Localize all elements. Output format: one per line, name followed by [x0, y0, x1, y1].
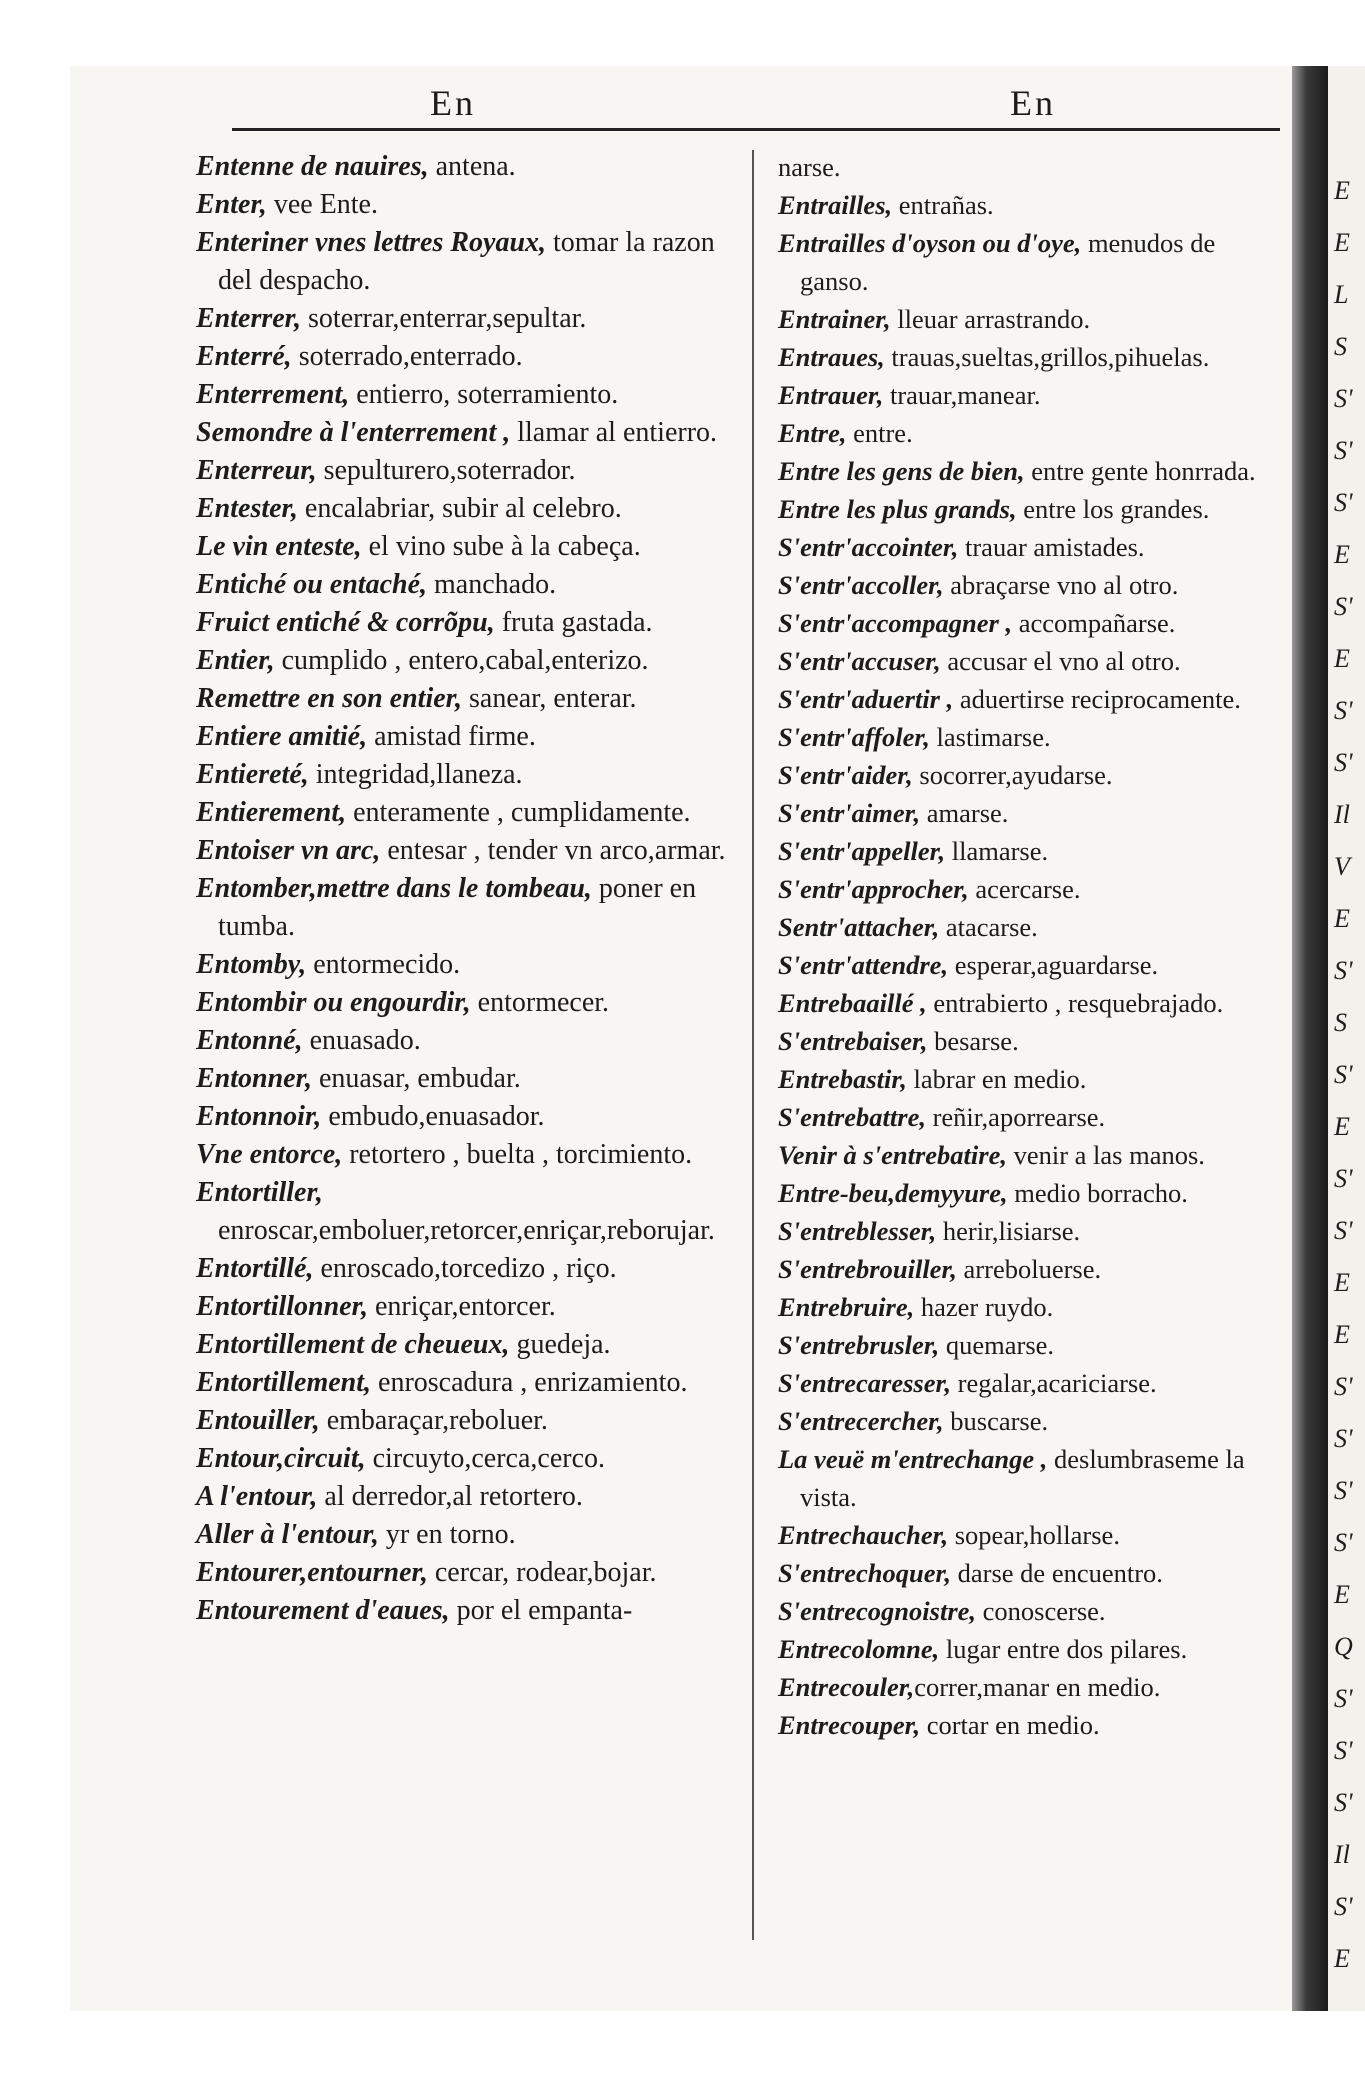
- dictionary-entry: [778, 414, 1268, 452]
- dictionary-entry: [196, 1326, 731, 1364]
- entry-translation: soterrado,enterrado.: [291, 341, 523, 372]
- next-page-fragment: E: [1334, 1320, 1350, 1349]
- dictionary-entry: [778, 528, 1268, 566]
- dictionary-entry: [196, 1136, 731, 1174]
- entry-headword: Venir à s'entrebatire,: [778, 1140, 1007, 1170]
- entry-translation: cercar, rodear,bojar.: [427, 1557, 657, 1588]
- dictionary-entry: [778, 1554, 1268, 1592]
- entry-translation: esperar,aguardarse.: [948, 950, 1159, 980]
- entry-translation: arreboluerse.: [956, 1254, 1102, 1284]
- entry-headword: Entourement d'eaues,: [196, 1595, 450, 1626]
- dictionary-entry: [778, 1136, 1268, 1174]
- entry-translation: cortar en medio.: [920, 1710, 1100, 1740]
- entry-headword: Entiché ou entaché,: [196, 569, 428, 600]
- dictionary-entry: [778, 1516, 1268, 1554]
- next-page-fragment: Il: [1334, 1840, 1350, 1869]
- dictionary-entry: [196, 718, 731, 756]
- entry-headword: Entrechaucher,: [778, 1520, 949, 1550]
- entry-translation: embaraçar,reboluer.: [319, 1405, 548, 1436]
- entry-translation: integridad,llaneza.: [308, 759, 523, 790]
- entry-translation: entormecido.: [306, 949, 461, 980]
- entry-headword: S'entr'appeller,: [778, 836, 946, 866]
- entry-headword: A l'entour,: [196, 1481, 318, 1512]
- entry-translation: yr en torno.: [378, 1519, 516, 1550]
- entry-translation: lleuar arrastrando.: [890, 304, 1091, 334]
- entry-headword: S'entr'aimer,: [778, 798, 921, 828]
- dictionary-entry: [196, 566, 731, 604]
- dictionary-entry: [196, 1478, 731, 1516]
- entry-headword: S'entr'accointer,: [778, 532, 959, 562]
- entry-headword: Entortillé,: [196, 1253, 314, 1284]
- entry-translation: enuasado.: [302, 1025, 421, 1056]
- next-page-fragment: S': [1334, 1788, 1353, 1817]
- book-gutter: [1292, 66, 1328, 2011]
- entry-headword: S'entr'affoler,: [778, 722, 930, 752]
- dictionary-entry: [778, 908, 1268, 946]
- dictionary-entry: [778, 224, 1268, 300]
- dictionary-entry: [196, 1288, 731, 1326]
- dictionary-entry: [778, 300, 1268, 338]
- entry-headword: Entre-beu,demyyure,: [778, 1178, 1008, 1208]
- entry-headword: S'entrecaresser,: [778, 1368, 951, 1398]
- dictionary-entry: [778, 1212, 1268, 1250]
- entry-translation: trauas,sueltas,grillos,pihuelas.: [884, 342, 1210, 372]
- entry-headword: S'entreblesser,: [778, 1216, 937, 1246]
- dictionary-entry: [196, 870, 731, 946]
- entry-translation: entrabierto , resquebrajado.: [926, 988, 1224, 1018]
- next-page-fragment: E: [1334, 1112, 1350, 1141]
- entry-headword: S'entrechoquer,: [778, 1558, 952, 1588]
- dictionary-entry: [778, 984, 1268, 1022]
- next-page-fragment: E: [1334, 644, 1350, 673]
- dictionary-entry: [196, 1440, 731, 1478]
- dictionary-entry: [196, 490, 731, 528]
- entry-translation: trauar,manear.: [883, 380, 1041, 410]
- header-rule: [232, 128, 1280, 131]
- entry-translation: sanear, enterar.: [462, 683, 637, 714]
- dictionary-entry: [196, 1516, 731, 1554]
- entry-headword: La veuë m'entrechange ,: [778, 1444, 1048, 1474]
- entry-translation: darse de encuentro.: [951, 1558, 1163, 1588]
- dictionary-entry: [778, 642, 1268, 680]
- entry-headword: Entre,: [778, 418, 847, 448]
- next-page-fragment: V: [1334, 852, 1350, 881]
- dictionary-entry: [778, 1288, 1268, 1326]
- entry-headword: Entrebaaillé ,: [778, 988, 927, 1018]
- dictionary-entry: [778, 186, 1268, 224]
- entry-headword: Entester,: [196, 493, 298, 524]
- entry-headword: Entortillement,: [196, 1367, 372, 1398]
- entry-headword: Entortillement de cheueux,: [196, 1329, 510, 1360]
- dictionary-entry: [778, 148, 1268, 186]
- next-page-fragment: S': [1334, 748, 1353, 777]
- entry-headword: Remettre en son entier,: [196, 683, 462, 714]
- dictionary-entry: [778, 1592, 1268, 1630]
- dictionary-entry: [196, 224, 731, 300]
- dictionary-entry: [196, 1098, 731, 1136]
- dictionary-entry: [196, 1174, 731, 1250]
- dictionary-entry: [196, 186, 731, 224]
- dictionary-entry: [196, 300, 731, 338]
- dictionary-entry: [778, 490, 1268, 528]
- dictionary-entry: [196, 414, 731, 452]
- entry-headword: Entier,: [196, 645, 275, 676]
- entry-headword: Entenne de nauires,: [196, 151, 429, 182]
- dictionary-entry: [196, 1592, 731, 1630]
- entry-translation: circuyto,cerca,cerco.: [365, 1443, 606, 1474]
- entry-headword: S'entr'accompagner ,: [778, 608, 1013, 638]
- entry-translation: lugar entre dos pilares.: [939, 1634, 1188, 1664]
- entry-translation: al derredor,al retortero.: [317, 1481, 583, 1512]
- entry-translation: amarse.: [920, 798, 1009, 828]
- next-page-fragment: S': [1334, 592, 1353, 621]
- next-page-fragment: S: [1334, 1008, 1347, 1037]
- entry-translation: enriçar,entorcer.: [367, 1291, 556, 1322]
- entry-headword: Entiere amitié,: [196, 721, 368, 752]
- entry-translation: antena.: [428, 151, 516, 182]
- entry-headword: S'entrebrouiller,: [778, 1254, 957, 1284]
- next-page-fragment: S': [1334, 1736, 1353, 1765]
- entry-translation: lastimarse.: [929, 722, 1051, 752]
- entry-translation: el vino sube à la cabeça.: [361, 531, 641, 562]
- entry-translation: llamar al entierro.: [510, 417, 718, 448]
- entry-translation: manchado.: [427, 569, 557, 600]
- entry-translation: atacarse.: [939, 912, 1038, 942]
- entry-headword: S'entrecercher,: [778, 1406, 944, 1436]
- entry-translation: entrañas.: [892, 190, 994, 220]
- entry-headword: Entouiller,: [196, 1405, 320, 1436]
- entry-translation: herir,lisiarse.: [936, 1216, 1081, 1246]
- entry-translation: entesar , tender vn arco,armar.: [380, 835, 726, 866]
- entry-headword: Le vin enteste,: [196, 531, 362, 562]
- entry-translation: sopear,hollarse.: [948, 1520, 1120, 1550]
- dictionary-entry: [778, 1174, 1268, 1212]
- entry-translation: soterrar,enterrar,sepultar.: [301, 303, 587, 334]
- dictionary-entry: [778, 1326, 1268, 1364]
- dictionary-entry: [778, 1060, 1268, 1098]
- entry-translation: entre.: [846, 418, 913, 448]
- next-page-fragment: Q: [1334, 1632, 1353, 1661]
- entry-translation: medio borracho.: [1007, 1178, 1188, 1208]
- entry-translation: por el empanta-: [449, 1595, 633, 1626]
- dictionary-entry: [778, 870, 1268, 908]
- entry-translation: poner en tumba.: [218, 873, 697, 942]
- next-page-fragment: L: [1334, 280, 1349, 309]
- right-running-header: En: [1010, 83, 1056, 123]
- next-page-fragment: S': [1334, 1424, 1353, 1453]
- entry-headword: Enterrement,: [196, 379, 350, 410]
- dictionary-entry: [196, 794, 731, 832]
- entry-headword: Semondre à l'enterrement ,: [196, 417, 511, 448]
- entry-translation: besarse.: [927, 1026, 1019, 1056]
- dictionary-entry: [778, 1250, 1268, 1288]
- dictionary-entry: [196, 642, 731, 680]
- left-running-header: En: [430, 83, 476, 123]
- next-page-fragment: S': [1334, 1476, 1353, 1505]
- entry-headword: Entrainer,: [778, 304, 891, 334]
- entry-headword: Entonné,: [196, 1025, 303, 1056]
- dictionary-entry: [196, 756, 731, 794]
- entry-translation: venir a las manos.: [1006, 1140, 1205, 1170]
- entry-headword: S'entr'accuser,: [778, 646, 941, 676]
- entry-translation: encalabriar, subir al celebro.: [297, 493, 622, 524]
- dictionary-entry: [778, 680, 1268, 718]
- entry-translation: trauar amistades.: [958, 532, 1145, 562]
- dictionary-entry: [778, 376, 1268, 414]
- dictionary-entry: [778, 452, 1268, 490]
- entry-headword: Entortiller,: [196, 1177, 323, 1208]
- dictionary-entry: [196, 148, 731, 186]
- entry-translation: entierro, soterramiento.: [349, 379, 619, 410]
- dictionary-entry: [778, 1364, 1268, 1402]
- dictionary-entry: [778, 756, 1268, 794]
- entry-translation: enroscar,emboluer,retorcer,enriçar,reborujar.: [218, 1215, 715, 1246]
- entry-headword: Entierement,: [196, 797, 347, 828]
- dictionary-entry: [778, 1098, 1268, 1136]
- entry-headword: S'entrebattre,: [778, 1102, 926, 1132]
- next-page-fragment: E: [1334, 1944, 1350, 1973]
- next-page-fragment: E: [1334, 1580, 1350, 1609]
- entry-translation: guedeja.: [509, 1329, 611, 1360]
- entry-headword: Entre les plus grands,: [778, 494, 1017, 524]
- dictionary-entry: [196, 604, 731, 642]
- entry-headword: S'entr'approcher,: [778, 874, 969, 904]
- next-page-fragment: S': [1334, 1684, 1353, 1713]
- dictionary-entry: [778, 1402, 1268, 1440]
- entry-headword: S'entr'aduertir ,: [778, 684, 954, 714]
- entry-translation: quemarse.: [939, 1330, 1055, 1360]
- entry-translation: labrar en medio.: [906, 1064, 1087, 1094]
- entry-headword: Sentr'attacher,: [778, 912, 940, 942]
- next-page-fragment: E: [1334, 176, 1350, 205]
- dictionary-entry: [778, 1022, 1268, 1060]
- dictionary-entry: [778, 832, 1268, 870]
- dictionary-entry: [196, 1060, 731, 1098]
- entry-translation: regalar,acariciarse.: [951, 1368, 1157, 1398]
- entry-translation: vee Ente.: [266, 189, 378, 220]
- dictionary-entry: [196, 1554, 731, 1592]
- dictionary-entry: [778, 566, 1268, 604]
- dictionary-entry: [778, 604, 1268, 642]
- entry-headword: S'entr'aider,: [778, 760, 913, 790]
- entry-headword: Entrecouler,: [778, 1672, 915, 1702]
- dictionary-entry: [778, 794, 1268, 832]
- entry-translation: llamarse.: [945, 836, 1049, 866]
- entry-translation: buscarse.: [943, 1406, 1049, 1436]
- entry-headword: Entomby,: [196, 949, 307, 980]
- left-column: [196, 148, 731, 1630]
- entry-headword: Entrebastir,: [778, 1064, 907, 1094]
- dictionary-entry: [778, 338, 1268, 376]
- next-page-fragment: S: [1334, 332, 1347, 361]
- entry-translation: enroscado,torcedizo , riço.: [313, 1253, 617, 1284]
- entry-headword: S'entr'attendre,: [778, 950, 949, 980]
- dictionary-entry: [196, 984, 731, 1022]
- dictionary-entry: [196, 452, 731, 490]
- next-page-fragment: E: [1334, 540, 1350, 569]
- dictionary-entry: [196, 1022, 731, 1060]
- dictionary-entry: [196, 1364, 731, 1402]
- entry-translation: abraçarse vno al otro.: [943, 570, 1179, 600]
- next-page-fragment: S': [1334, 1164, 1353, 1193]
- entry-headword: Enter,: [196, 189, 267, 220]
- entry-translation: correr,manar en medio.: [914, 1672, 1161, 1702]
- next-page-fragment: E: [1334, 1268, 1350, 1297]
- entry-headword: Entrailles,: [778, 190, 893, 220]
- dictionary-entry: [196, 528, 731, 566]
- entry-headword: Entrecolomne,: [778, 1634, 940, 1664]
- entry-translation: acercarse.: [968, 874, 1081, 904]
- entry-headword: Entrebruire,: [778, 1292, 915, 1322]
- entry-headword: Entrailles d'oyson ou d'oye,: [778, 228, 1082, 258]
- entry-headword: S'entr'accoller,: [778, 570, 944, 600]
- next-page-fragment: S': [1334, 956, 1353, 985]
- entry-headword: Aller à l'entour,: [196, 1519, 379, 1550]
- entry-headword: Enterré,: [196, 341, 292, 372]
- entry-headword: Entrecouper,: [778, 1710, 921, 1740]
- entry-headword: Entraues,: [778, 342, 885, 372]
- entry-headword: S'entrecognoistre,: [778, 1596, 977, 1626]
- next-page-fragment: S': [1334, 1216, 1353, 1245]
- next-page-fragment: S': [1334, 1372, 1353, 1401]
- next-page-fragment: S': [1334, 1528, 1353, 1557]
- entry-translation: sepulturero,soterrador.: [316, 455, 576, 486]
- dictionary-entry: [196, 1250, 731, 1288]
- entry-headword: Entoiser vn arc,: [196, 835, 381, 866]
- entry-headword: Entour,circuit,: [196, 1443, 366, 1474]
- entry-headword: Enteriner vnes lettres Royaux,: [196, 227, 547, 258]
- next-page-fragment: E: [1334, 228, 1350, 257]
- next-page-fragment: S': [1334, 488, 1353, 517]
- entry-translation: amistad firme.: [367, 721, 536, 752]
- entry-translation: deslumbraseme la vista.: [800, 1444, 1245, 1512]
- entry-headword: S'entrebaiser,: [778, 1026, 928, 1056]
- dictionary-entry: [778, 1440, 1268, 1516]
- entry-translation: cumplido , entero,cabal,enterizo.: [274, 645, 649, 676]
- entry-translation: embudo,enuasador.: [321, 1101, 545, 1132]
- entry-translation: socorrer,ayudarse.: [912, 760, 1113, 790]
- dictionary-entry: [778, 1668, 1268, 1706]
- entry-translation: reñir,aporrearse.: [925, 1102, 1106, 1132]
- dictionary-entry: [778, 718, 1268, 756]
- entry-headword: Entre les gens de bien,: [778, 456, 1025, 486]
- entry-translation: entre los grandes.: [1016, 494, 1210, 524]
- entry-headword: Vne entorce,: [196, 1139, 343, 1170]
- next-page-fragment: S': [1334, 1060, 1353, 1089]
- entry-translation: fruta gastada.: [494, 607, 653, 638]
- entry-translation: conoscerse.: [976, 1596, 1106, 1626]
- entry-headword: Entiereté,: [196, 759, 309, 790]
- entry-headword: Entonner,: [196, 1063, 312, 1094]
- entry-translation: enuasar, embudar.: [311, 1063, 521, 1094]
- next-page-fragment: S': [1334, 436, 1353, 465]
- entry-translation: aduertirse reciprocamente.: [953, 684, 1241, 714]
- entry-headword: Enterrer,: [196, 303, 302, 334]
- dictionary-entry: [196, 946, 731, 984]
- entry-translation: enteramente , cumplidamente.: [346, 797, 691, 828]
- dictionary-entry: [196, 1402, 731, 1440]
- dictionary-entry: [778, 946, 1268, 984]
- entry-headword: Entrauer,: [778, 380, 884, 410]
- entry-headword: Entomber,mettre dans le tombeau,: [196, 873, 592, 904]
- next-page-fragment: S': [1334, 696, 1353, 725]
- entry-translation: entormecer.: [470, 987, 610, 1018]
- next-page-fragment: Il: [1334, 800, 1350, 829]
- dictionary-entry: [778, 1706, 1268, 1744]
- entry-translation: tomar la razon del despacho.: [218, 227, 715, 296]
- entry-headword: Entortillonner,: [196, 1291, 368, 1322]
- entry-headword: Entourer,entourner,: [196, 1557, 428, 1588]
- entry-headword: Enterreur,: [196, 455, 317, 486]
- dictionary-entry: [196, 680, 731, 718]
- next-page-edge: [1328, 66, 1365, 2011]
- dictionary-entry: [778, 1630, 1268, 1668]
- next-page-fragment: E: [1334, 904, 1350, 933]
- dictionary-entry: [196, 338, 731, 376]
- entry-translation: entre gente honrrada.: [1024, 456, 1256, 486]
- entry-headword: Fruict entiché & corrõpu,: [196, 607, 495, 638]
- entry-translation: menudos de ganso.: [800, 228, 1216, 296]
- next-page-fragment: S': [1334, 1892, 1353, 1921]
- entry-translation: accusar el vno al otro.: [940, 646, 1181, 676]
- right-column: [778, 148, 1268, 1744]
- entry-translation: enroscadura , enrizamiento.: [371, 1367, 688, 1398]
- next-page-fragment: S': [1334, 384, 1353, 413]
- entry-translation: accompañarse.: [1012, 608, 1176, 638]
- column-divider: [752, 150, 754, 1940]
- entry-translation: retortero , buelta , torcimiento.: [342, 1139, 693, 1170]
- entry-headword: Entonnoir,: [196, 1101, 322, 1132]
- entry-headword: Entombir ou engourdir,: [196, 987, 471, 1018]
- entry-headword: S'entrebrusler,: [778, 1330, 940, 1360]
- entry-translation: narse.: [778, 152, 841, 182]
- dictionary-entry: [196, 832, 731, 870]
- dictionary-entry: [196, 376, 731, 414]
- entry-translation: hazer ruydo.: [914, 1292, 1054, 1322]
